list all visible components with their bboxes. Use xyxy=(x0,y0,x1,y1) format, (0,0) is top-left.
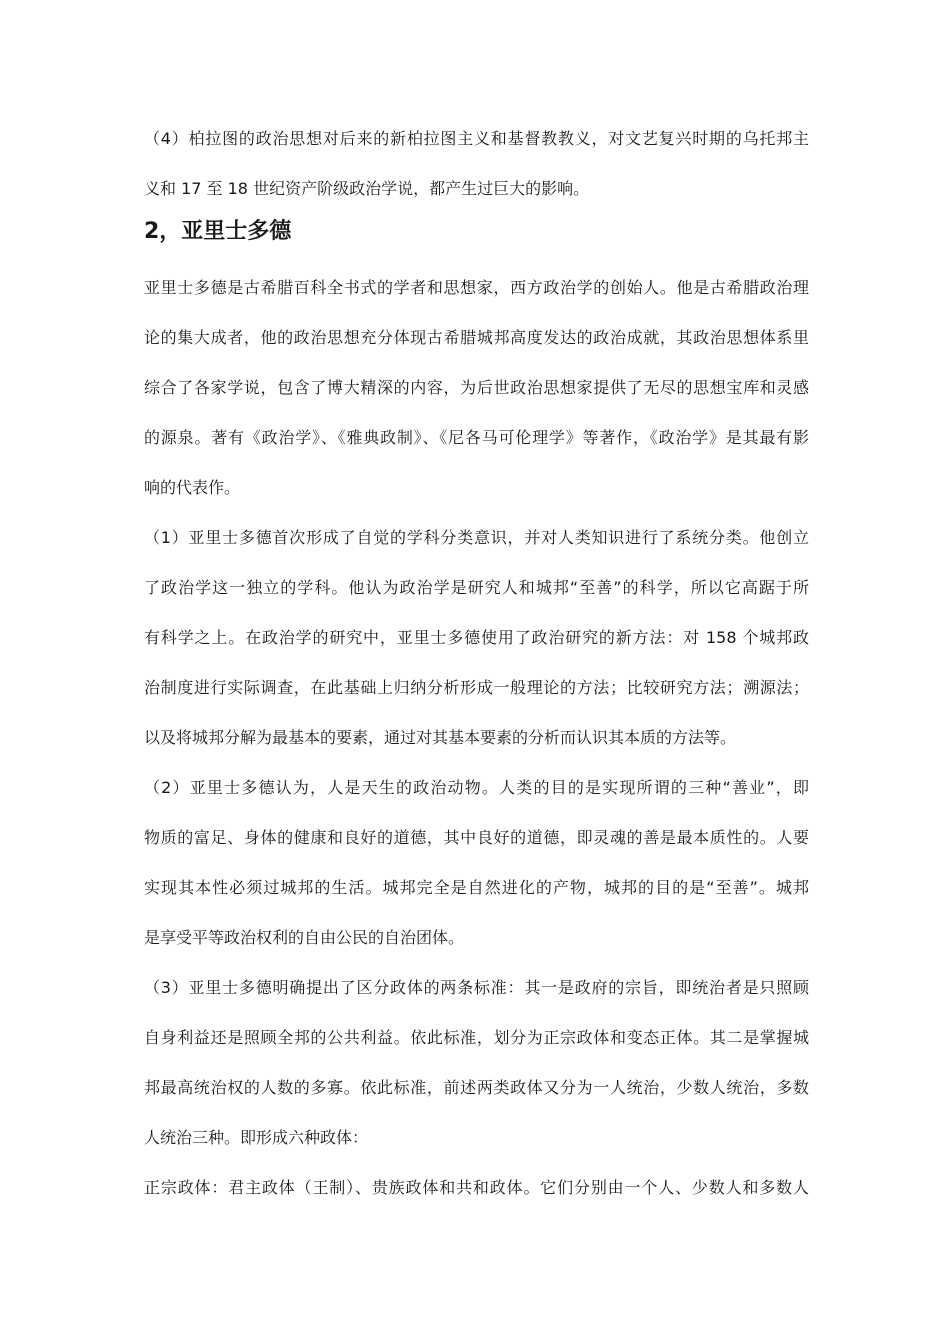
last-para-line-1: 正宗政体：君主政体（王制）、贵族政体和共和政体。它们分别由一个人、少数人和多数人 xyxy=(144,1178,809,1197)
point-1-line-5: 以及将城邦分解为最基本的要素，通过对其基本要素的分析而认识其本质的方法等。 xyxy=(144,728,737,747)
intro-line-5: 响的代表作。 xyxy=(144,478,241,497)
point-1-line-3: 有科学之上。在政治学的研究中，亚里士多德使用了政治研究的新方法：对 158 个城邦政 xyxy=(144,628,809,647)
point-1-line-4: 治制度进行实际调查，在此基础上归纳分析形成一般理论的方法；比较研究方法；溯源法； xyxy=(144,678,809,697)
para-4-line-1: （4）柏拉图的政治思想对后来的新柏拉图主义和基督教教义，对文艺复兴时期的乌托邦主 xyxy=(144,129,809,148)
point-2-line-4: 是享受平等政治权利的自由公民的自治团体。 xyxy=(144,928,465,947)
point-3-line-2: 自身利益还是照顾全邦的公共利益。依此标准，划分为正宗政体和变态正体。其二是掌握城 xyxy=(144,1028,809,1047)
point-2-line-2: 物质的富足、身体的健康和良好的道德，其中良好的道德，即灵魂的善是最本质性的。人要 xyxy=(144,828,809,847)
intro-line-1: 亚里士多德是古希腊百科全书式的学者和思想家，西方政治学的创始人。他是古希腊政治理 xyxy=(144,278,809,297)
intro-line-3: 综合了各家学说，包含了博大精深的内容，为后世政治思想家提供了无尽的思想宝库和灵感 xyxy=(144,378,809,397)
section-heading: 2，亚里士多德 xyxy=(144,219,292,244)
intro-line-2: 论的集大成者，他的政治思想充分体现古希腊城邦高度发达的政治成就，其政治思想体系里 xyxy=(144,328,809,347)
point-3-line-1: （3）亚里士多德明确提出了区分政体的两条标准：其一是政府的宗旨，即统治者是只照顾 xyxy=(144,978,809,997)
point-1-line-1: （1）亚里士多德首次形成了自觉的学科分类意识，并对人类知识进行了系统分类。他创立 xyxy=(144,528,809,547)
point-3-line-3: 邦最高统治权的人数的多寡。依此标准，前述两类政体又分为一人统治，少数人统治，多数 xyxy=(144,1078,809,1097)
point-2-line-3: 实现其本性必须过城邦的生活。城邦完全是自然进化的产物，城邦的目的是“至善”。城邦 xyxy=(144,878,809,897)
intro-line-4: 的源泉。著有《政治学》、《雅典政制》、《尼各马可伦理学》等著作，《政治学》是其最有影 xyxy=(144,428,809,447)
point-3-line-4: 人统治三种。即形成六种政体： xyxy=(144,1128,369,1147)
para-4-line-2: 义和 17 至 18 世纪资产阶级政治学说，都产生过巨大的影响。 xyxy=(144,179,590,198)
point-1-line-2: 了政治学这一独立的学科。他认为政治学是研究人和城邦“至善”的科学，所以它高踞于所 xyxy=(144,578,809,597)
point-2-line-1: （2）亚里士多德认为，人是天生的政治动物。人类的目的是实现所谓的三种“善业”，即 xyxy=(144,778,809,797)
